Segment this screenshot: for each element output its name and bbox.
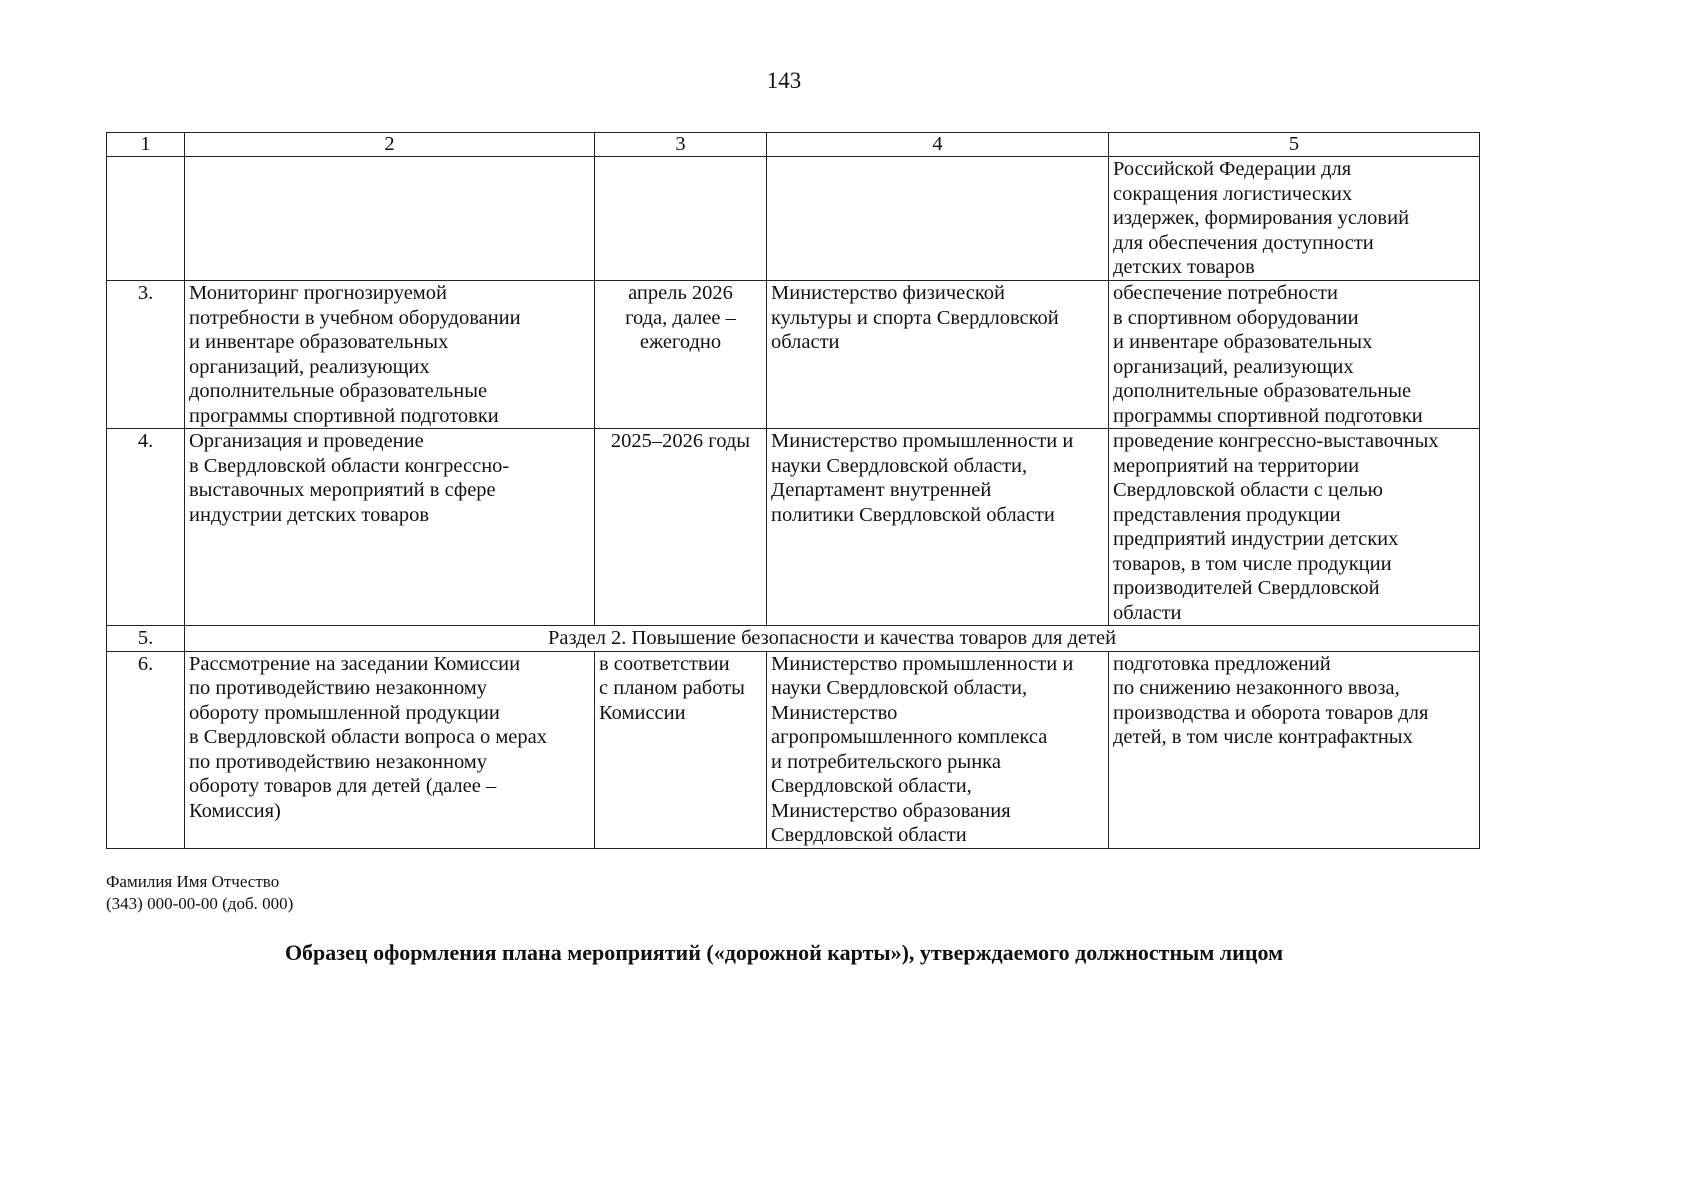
column-header: 5	[1109, 133, 1480, 157]
cell-text-line: предприятий индустрии детских	[1113, 528, 1399, 550]
cell-text-line: в соответствии	[599, 652, 730, 675]
cell-text-line: Свердловской области с целью	[1113, 479, 1383, 501]
responsible-cell	[767, 157, 1109, 281]
cell-text-line: издержек, формирования условий	[1113, 207, 1410, 229]
row-number-cell: 6.	[107, 651, 185, 848]
cell-text-line: индустрии детских товаров	[189, 503, 430, 526]
table-row	[107, 157, 1480, 281]
activity-cell	[185, 157, 595, 281]
cell-text-line: представления продукции	[1113, 503, 1341, 526]
cell-text-line: по противодействию незаконному	[189, 750, 488, 773]
column-header: 4	[767, 133, 1109, 157]
cell-text-line: и потребительского рынка	[771, 750, 1001, 773]
row-number-cell	[107, 157, 185, 281]
section-row	[107, 626, 1480, 652]
cell-text-line: детей, в том числе контрафактных	[1113, 726, 1413, 748]
activity-cell	[185, 651, 595, 848]
cell-text-line: апрель 2026	[628, 282, 733, 304]
cell-text-line: подготовка предложений	[1113, 652, 1331, 675]
cell-text-line: в Свердловской области конгрессно-	[189, 454, 510, 477]
cell-text-line: Рассмотрение на заседании Комиссии	[189, 652, 521, 675]
cell-text-line: Комиссия)	[189, 799, 281, 822]
roadmap-table	[106, 132, 1480, 849]
activity-cell	[185, 281, 595, 429]
cell-text-line: Организация и проведение	[189, 430, 424, 452]
cell-text-line: ежегодно	[639, 331, 722, 353]
cell-text-line: товаров, в том числе продукции	[1113, 552, 1392, 575]
cell-text-line: программы спортивной подготовки	[189, 404, 499, 427]
cell-text-line: сокращения логистических	[1113, 182, 1353, 205]
cell-text-line: культуры и спорта Свердловской	[771, 306, 1059, 329]
table-header-row	[107, 133, 1480, 157]
cell-text-line: науки Свердловской области,	[771, 677, 1028, 699]
cell-text-line: дополнительные образовательные	[1113, 380, 1412, 402]
contact-phone: (343) 000-00-00 (доб. 000)	[106, 894, 294, 913]
cell-text-line: года, далее –	[625, 306, 736, 329]
table-row	[107, 651, 1480, 848]
cell-text-line: обороту товаров для детей (далее –	[189, 775, 497, 797]
cell-text-line: для обеспечения доступности	[1113, 231, 1374, 254]
deadline-cell	[595, 157, 767, 281]
cell-text-line: Министерство	[771, 701, 898, 724]
table-row	[107, 429, 1480, 626]
cell-text-line: 2025–2026 годы	[610, 430, 751, 452]
activity-cell	[185, 429, 595, 626]
cell-text-line: области	[771, 331, 840, 353]
cell-text-line: Мониторинг прогнозируемой	[189, 282, 447, 304]
cell-text-line: проведение конгрессно-выставочных	[1113, 430, 1439, 452]
responsible-cell	[767, 651, 1109, 848]
cell-text-line: Министерство промышленности и	[771, 430, 1074, 452]
cell-text-line: Свердловской области,	[771, 775, 972, 797]
cell-text-line: мероприятий на территории	[1113, 454, 1360, 477]
row-number-cell: 4.	[107, 429, 185, 626]
cell-text-line: Комиссии	[599, 701, 686, 724]
cell-text-line: программы спортивной подготовки	[1113, 404, 1423, 427]
cell-text-line: Свердловской области	[771, 824, 967, 846]
section-title-cell: Раздел 2. Повышение безопасности и качества товаров для детей	[185, 626, 1480, 652]
deadline-cell	[595, 281, 767, 429]
cell-text-line: агропромышленного комплекса	[771, 726, 1048, 748]
contact-block	[106, 871, 293, 915]
cell-text-line: с планом работы	[599, 677, 745, 699]
contact-name: Фамилия Имя Отчество	[106, 872, 280, 891]
cell-text-line: детских товаров	[1113, 256, 1255, 278]
cell-text-line: Министерство промышленности и	[771, 652, 1074, 675]
cell-text-line: выставочных мероприятий в сфере	[189, 479, 496, 501]
cell-text-line: Российской Федерации для	[1113, 158, 1352, 180]
cell-text-line: организаций, реализующих	[189, 355, 430, 378]
table-row	[107, 281, 1480, 429]
cell-text-line: обороту промышленной продукции	[189, 701, 500, 724]
cell-text-line: Министерство физической	[771, 282, 1005, 304]
cell-text-line: в Свердловской области вопроса о мерах	[189, 726, 547, 748]
cell-text-line: и инвентаре образовательных	[1113, 331, 1373, 353]
cell-text-line: Министерство образования	[771, 799, 1011, 822]
row-number-cell: 5.	[107, 626, 185, 652]
section-caption: Образец оформления плана мероприятий («дорожной карты»), утверждаемого должностным лицом	[284, 940, 1284, 965]
result-cell	[1109, 429, 1480, 626]
deadline-cell	[595, 429, 767, 626]
responsible-cell	[767, 429, 1109, 626]
column-header: 3	[595, 133, 767, 157]
cell-text-line: в спортивном оборудовании	[1113, 306, 1359, 329]
cell-text-line: по снижению незаконного ввоза,	[1113, 677, 1400, 699]
cell-text-line: дополнительные образовательные	[189, 380, 488, 402]
cell-text-line: производства и оборота товаров для	[1113, 701, 1429, 724]
row-number-cell: 3.	[107, 281, 185, 429]
cell-text-line: по противодействию незаконному	[189, 677, 488, 699]
cell-text-line: производителей Свердловской	[1113, 577, 1380, 599]
responsible-cell	[767, 281, 1109, 429]
cell-text-line: политики Свердловской области	[771, 503, 1055, 526]
page-number: 143	[766, 68, 802, 93]
cell-text-line: науки Свердловской области,	[771, 454, 1028, 477]
result-cell	[1109, 651, 1480, 848]
cell-text-line: области	[1113, 601, 1182, 624]
cell-text-line: и инвентаре образовательных	[189, 331, 449, 353]
cell-text-line: потребности в учебном оборудовании	[189, 306, 521, 329]
cell-text-line: обеспечение потребности	[1113, 282, 1338, 304]
column-header: 2	[185, 133, 595, 157]
cell-text-line: организаций, реализующих	[1113, 355, 1354, 378]
column-header: 1	[107, 133, 185, 157]
cell-text-line: Департамент внутренней	[771, 479, 992, 501]
result-cell	[1109, 281, 1480, 429]
result-cell	[1109, 157, 1480, 281]
deadline-cell	[595, 651, 767, 848]
